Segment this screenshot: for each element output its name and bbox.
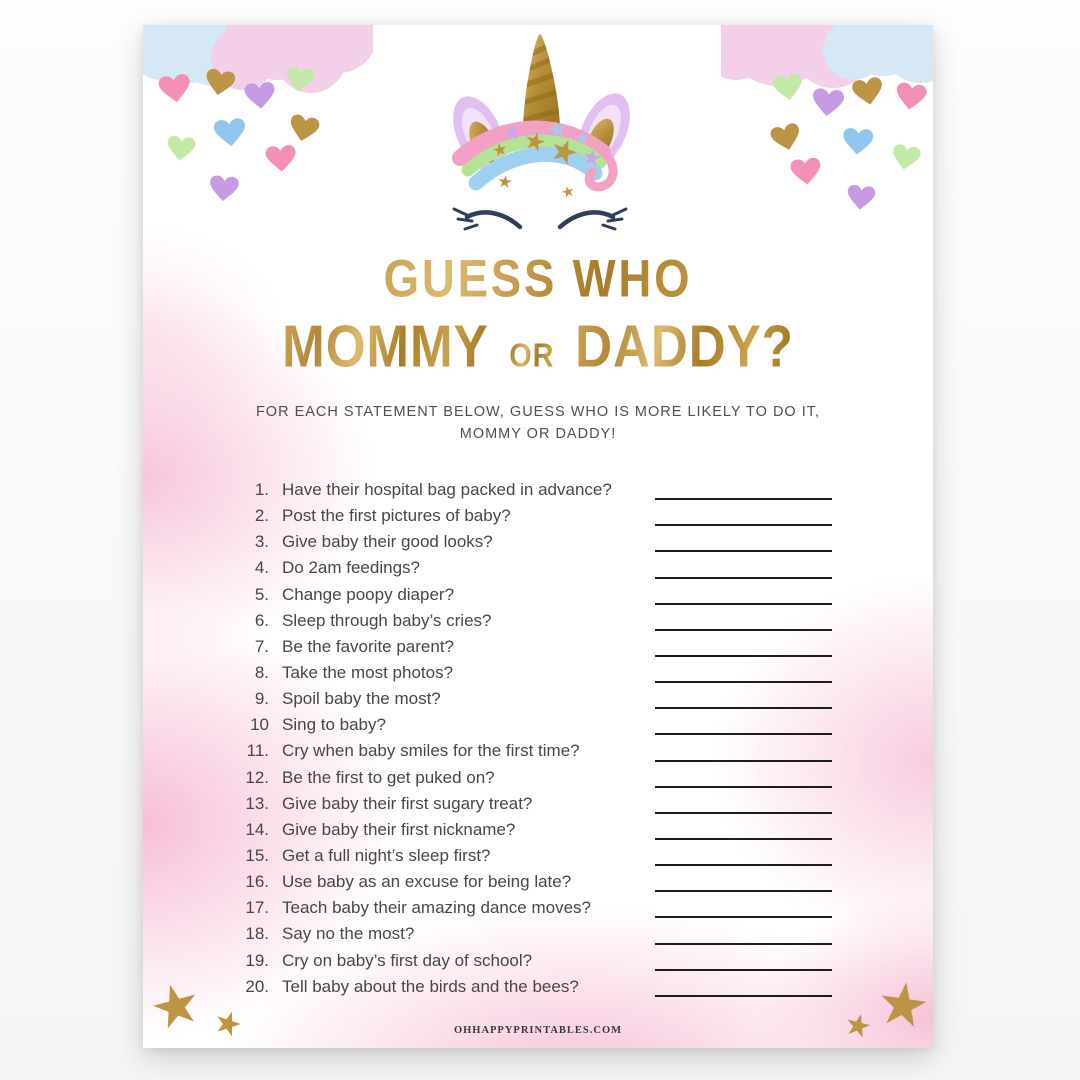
question-number: 2. [254, 506, 269, 526]
cloud-hearts-left-decoration [143, 25, 373, 230]
question-row [243, 503, 832, 529]
question-row [243, 869, 832, 895]
question-text: Be the first to get puked on? [282, 767, 495, 787]
question-list [243, 477, 832, 1000]
question-text: Get a full night’s sleep first? [282, 846, 491, 866]
question-text: Tell baby about the birds and the bees? [282, 976, 579, 996]
question-text: Be the favorite parent? [282, 636, 455, 656]
question-row [243, 974, 832, 1000]
title-line2 [171, 311, 906, 380]
title-daddy: DADDY? [575, 312, 794, 380]
question-row [243, 660, 832, 686]
heart-icon [894, 82, 927, 112]
question-row [243, 686, 832, 712]
star-icon [149, 979, 202, 1031]
answer-line[interactable] [655, 629, 832, 631]
answer-line[interactable] [655, 707, 832, 709]
question-text: Sing to baby? [282, 715, 386, 735]
title-or: OR [504, 336, 560, 374]
question-number: 13. [245, 793, 269, 813]
question-number: 9. [254, 689, 269, 709]
question-row [243, 634, 832, 660]
answer-line[interactable] [655, 995, 832, 997]
answer-line[interactable] [655, 577, 832, 579]
footer-url: OHHAPPYPRINTABLES.COM [453, 1025, 623, 1036]
heart-icon [842, 128, 874, 156]
answer-line[interactable] [655, 524, 832, 526]
question-text: Spoil baby the most? [282, 689, 441, 709]
answer-line[interactable] [655, 786, 832, 788]
heart-icon [769, 122, 803, 153]
question-text: Use baby as an excuse for being late? [282, 872, 572, 892]
question-number: 10 [250, 715, 269, 735]
title-mommy: MOMMY [282, 312, 489, 380]
question-number: 5. [254, 584, 269, 604]
answer-line[interactable] [655, 838, 832, 840]
answer-line[interactable] [655, 969, 832, 971]
cloud-hearts-right-decoration [721, 25, 933, 240]
question-text: Post the first pictures of baby? [282, 506, 511, 526]
question-row [243, 555, 832, 581]
question-row [243, 477, 832, 503]
question-text: Do 2am feedings? [282, 558, 420, 578]
cloud-icon [823, 25, 933, 83]
answer-line[interactable] [655, 864, 832, 866]
question-text: Give baby their first nickname? [282, 819, 516, 839]
answer-line[interactable] [655, 655, 832, 657]
question-text: Take the most photos? [282, 663, 454, 683]
question-number: 12. [245, 767, 269, 787]
star-icon [878, 979, 929, 1028]
question-row [243, 608, 832, 634]
question-row [243, 582, 832, 608]
heart-icon [244, 81, 276, 110]
answer-line[interactable] [655, 943, 832, 945]
instructions-line1: FOR EACH STATEMENT BELOW, GUESS WHO IS MORE LIKELY TO DO IT, [255, 404, 821, 420]
instructions-line2: MOMMY OR DADDY! [459, 426, 617, 442]
instructions [143, 401, 933, 445]
heart-icon [166, 135, 196, 162]
heart-icon [213, 118, 247, 148]
question-text: Cry when baby smiles for the first time? [282, 741, 580, 761]
game-sheet [143, 25, 933, 1048]
question-number: 20. [245, 976, 269, 996]
question-number: 8. [254, 663, 269, 683]
question-row [243, 817, 832, 843]
answer-line[interactable] [655, 498, 832, 500]
question-text: Cry on baby’s first day of school? [282, 950, 533, 970]
title-line1: GUESS WHO [171, 249, 906, 309]
heart-icon [287, 113, 320, 143]
answer-line[interactable] [655, 760, 832, 762]
heart-icon [890, 143, 921, 171]
question-number: 7. [254, 636, 269, 656]
answer-line[interactable] [655, 603, 832, 605]
question-row [243, 948, 832, 974]
answer-line[interactable] [655, 812, 832, 814]
answer-line[interactable] [655, 550, 832, 552]
question-row [243, 738, 832, 764]
question-text: Have their hospital bag packed in advance? [282, 480, 612, 500]
question-row [243, 895, 832, 921]
question-row [243, 921, 832, 947]
heart-icon [811, 88, 845, 118]
answer-line[interactable] [655, 916, 832, 918]
question-text: Give baby their good looks? [282, 532, 493, 552]
question-number: 19. [245, 950, 269, 970]
question-number: 11. [246, 741, 269, 761]
question-text: Change poopy diaper? [282, 584, 455, 604]
star-icon [213, 1008, 244, 1038]
page-title [143, 251, 933, 378]
stars-left-decoration [148, 975, 258, 1043]
stars-right-decoration [831, 968, 933, 1043]
heart-icon [790, 157, 822, 186]
unicorn-icon [440, 30, 640, 242]
heart-icon [846, 184, 876, 211]
question-row [243, 529, 832, 555]
question-row [243, 712, 832, 738]
heart-icon [265, 145, 297, 173]
answer-line[interactable] [655, 681, 832, 683]
question-number: 16. [245, 872, 269, 892]
question-number: 15. [245, 846, 269, 866]
question-text: Say no the most? [282, 924, 415, 944]
question-row [243, 791, 832, 817]
question-number: 17. [245, 898, 269, 918]
answer-line[interactable] [655, 890, 832, 892]
unicorn-horn [523, 34, 561, 128]
question-text: Give baby their first sugary treat? [282, 793, 533, 813]
question-row [243, 765, 832, 791]
question-number: 6. [254, 610, 269, 630]
question-number: 3. [254, 532, 269, 552]
question-number: 14. [245, 819, 269, 839]
star-icon [844, 1011, 872, 1038]
question-number: 1. [254, 480, 269, 500]
question-number: 4. [254, 558, 269, 578]
question-row [243, 843, 832, 869]
heart-icon [851, 76, 885, 107]
heart-icon [209, 175, 240, 202]
question-text: Teach baby their amazing dance moves? [282, 898, 592, 918]
question-text: Sleep through baby’s cries? [282, 610, 492, 630]
unicorn-eyes [454, 209, 626, 229]
question-number: 18. [245, 924, 269, 944]
answer-line[interactable] [655, 733, 832, 735]
